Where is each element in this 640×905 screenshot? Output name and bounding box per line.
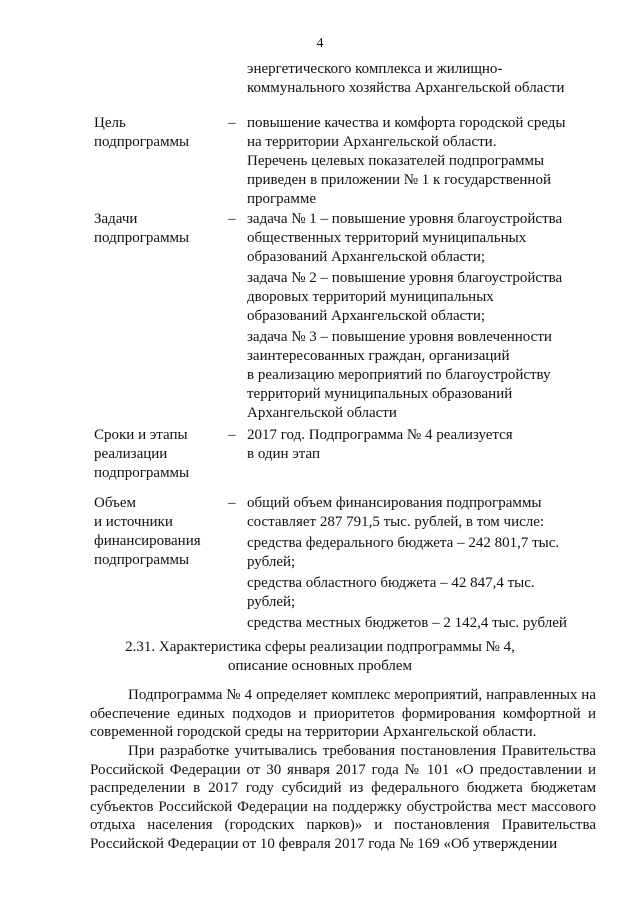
financing-local-paragraph: средства местных бюджетов – 2 142,4 тыс. рублей — [247, 615, 567, 631]
continuation-text: энергетического комплекса и жилищно- коммунального хозяйства Архангельской области — [247, 61, 565, 96]
row-label-goal: Цель подпрограммы — [94, 115, 190, 150]
row-content-terms — [247, 426, 592, 464]
terms-paragraph: 2017 год. Подпрограмма № 4 реализуется в один этап — [247, 427, 513, 462]
row-dash: – — [228, 427, 236, 443]
page-number: 4 — [316, 36, 324, 51]
row-content-tasks — [247, 210, 592, 423]
row-label-terms: Сроки и этапы реализации подпрограммы — [94, 427, 190, 481]
row-dash: – — [228, 211, 236, 227]
financing-federal-paragraph: средства федерального бюджета – 242 801,7 тыс. рублей; — [247, 535, 560, 570]
task-3-paragraph: задача № 3 – повышение уровня вовлеченности заинтересованных граждан, организаций в реализацию мероприятий по благоустройству территорий муниципальных образований Архангельской области — [247, 329, 552, 421]
row-content-goal — [247, 114, 592, 209]
financing-regional-paragraph: средства областного бюджета – 42 847,4 тыс. рублей; — [247, 575, 535, 610]
row-content — [247, 60, 592, 98]
financing-total-paragraph: общий объем финансирования подпрограммы составляет 287 791,5 тыс. рублей, в том числе: — [247, 495, 545, 530]
row-label-tasks: Задачи подпрограммы — [94, 211, 190, 246]
body-paragraph-1: Подпрограмма № 4 определяет комплекс мероприятий, направленных на обеспечение единых подходов и приоритетов формирования комфортной и современной городской среды на территории Архангельской области. — [90, 687, 596, 740]
goal-paragraph: повышение качества и комфорта городской среды на территории Архангельской области. Перечень целевых показателей подпрограммы приведен в приложении № 1 к государственной программе — [247, 115, 566, 207]
row-dash: – — [228, 115, 236, 131]
row-content-financing — [247, 494, 592, 633]
task-1-paragraph: задача № 1 – повышение уровня благоустройства общественных территорий муниципальных образований Архангельской области; — [247, 211, 563, 265]
section-heading: 2.31. Характеристика сферы реализации подпрограммы № 4, описание основных проблем — [125, 639, 515, 674]
row-dash: – — [228, 495, 236, 511]
row-label-financing: Объем и источники финансирования подпрограммы — [94, 495, 201, 568]
body-paragraph-2: При разработке учитывались требования постановления Правительства Российской Федерации от 30 января 2017 года № 101 «О предоставлении и распределении в 2017 году субсидий из федерального бюджета бюджетам субъектов Российской Федерации на поддержку обустройства мест массового отдыха населения (городских парков)» и постановления Правительства Российской Федерации от 10 февраля 2017 года № 169 «Об утверждении — [90, 743, 596, 852]
task-2-paragraph: задача № 2 – повышение уровня благоустройства дворовых территорий муниципальных образований Архангельской области; — [247, 270, 563, 324]
